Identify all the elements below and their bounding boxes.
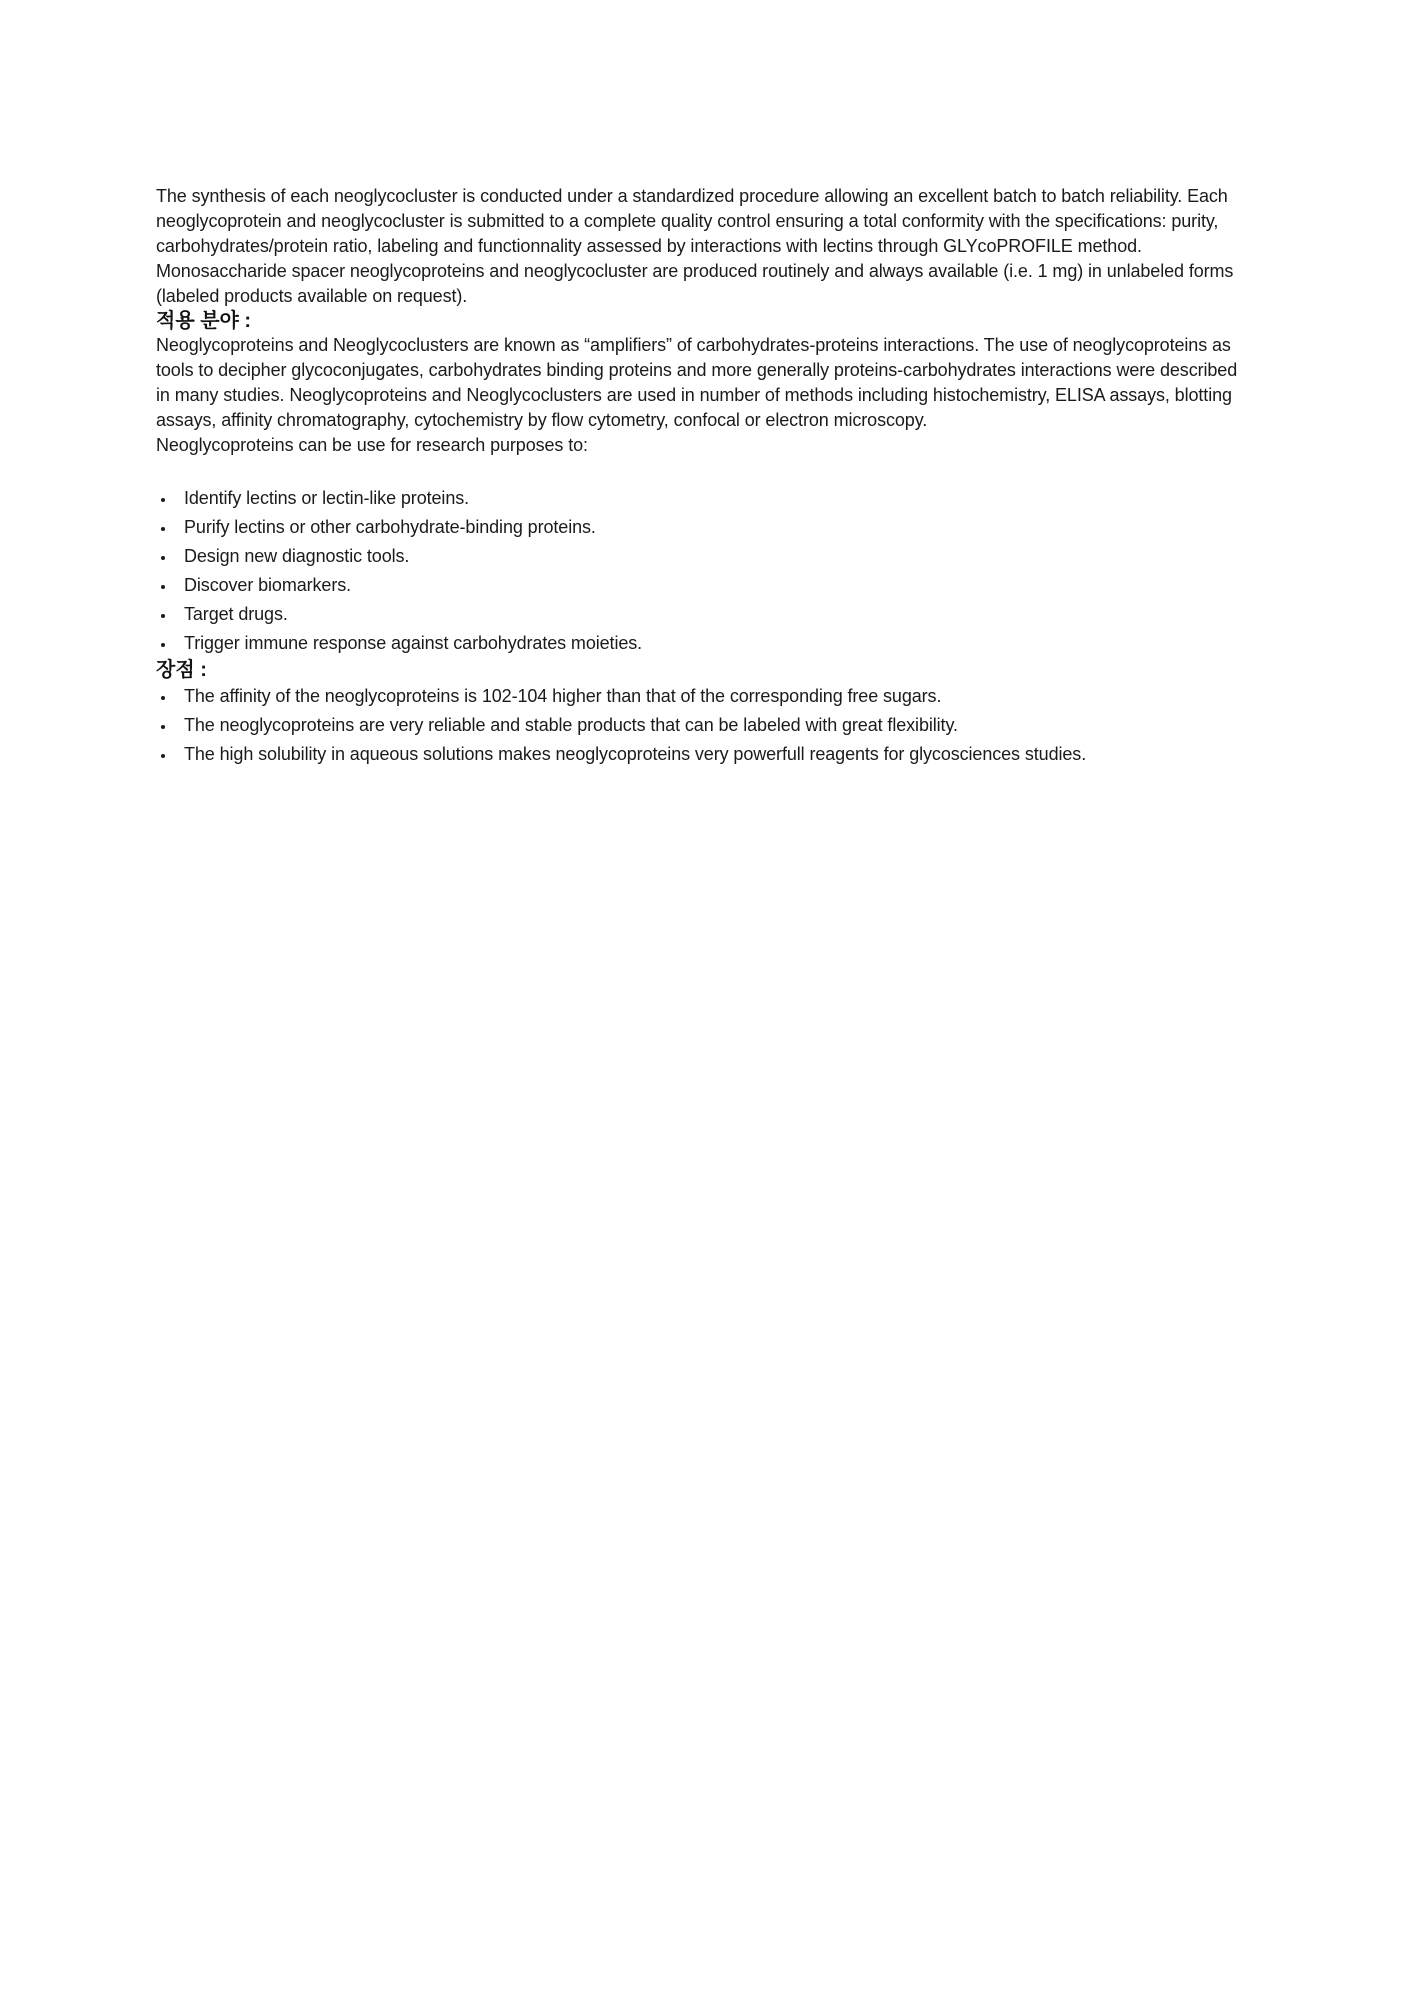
list-item: • The affinity of the neoglycoproteins is 102-104 higher than that of the corresponding free sugars. <box>176 682 1252 711</box>
list-item: • Discover biomarkers. <box>176 571 1252 600</box>
applications-section <box>156 309 1252 658</box>
list-item: • Purify lectins or other carbohydrate-binding proteins. <box>176 513 1252 542</box>
applications-lead-in: Neoglycoproteins can be use for research purposes to: <box>156 435 588 455</box>
intro-section <box>156 184 1252 309</box>
list-item: • The neoglycoproteins are very reliable and stable products that can be labeled with great flexibility. <box>176 711 1252 740</box>
list-item: • The high solubility in aqueous solutions makes neoglycoproteins very powerfull reagents for glycosciences studies. <box>176 740 1252 769</box>
list-item: • Target drugs. <box>176 600 1252 629</box>
advantages-heading: 장점 : <box>156 659 207 681</box>
list-item: • Identify lectins or lectin-like proteins. <box>176 484 1252 513</box>
list-item: • Trigger immune response against carbohydrates moieties. <box>176 629 1252 658</box>
applications-heading: 적용 분야 : <box>156 310 252 332</box>
applications-paragraph: Neoglycoproteins and Neoglycoclusters are known as “amplifiers” of carbohydrates-proteins interactions. The use of neoglycoproteins as tools to decipher glycoconjugates, carbohydrates binding proteins and more generally proteins-carbohydrates interactions were described in many studies. Neoglycoproteins and Neoglycoclusters are used in number of methods including histochemistry, ELISA assays, blotting assays, affinity chromatography, cytochemistry by flow cytometry, confocal or electron microscopy. <box>156 335 1238 430</box>
advantages-bullet-list <box>156 682 1252 769</box>
intro-paragraph-monosaccharide: Monosaccharide spacer neoglycoproteins and neoglycocluster are produced routinely and always available (i.e. 1 mg) in unlabeled forms (labeled products available on request). <box>156 261 1234 306</box>
list-item: • Design new diagnostic tools. <box>176 542 1252 571</box>
advantages-section <box>156 658 1252 769</box>
intro-paragraph-synthesis: The synthesis of each neoglycocluster is conducted under a standardized procedure allowing an excellent batch to batch reliability. Each neoglycoprotein and neoglycocluster is submitted to a complete quality control ensuring a total conformity with the specifications: purity, carbohydrates/protein ratio, labeling and functionnality assessed by interactions with lectins through GLYcoPROFILE method. <box>156 186 1228 256</box>
applications-bullet-list <box>156 484 1252 658</box>
